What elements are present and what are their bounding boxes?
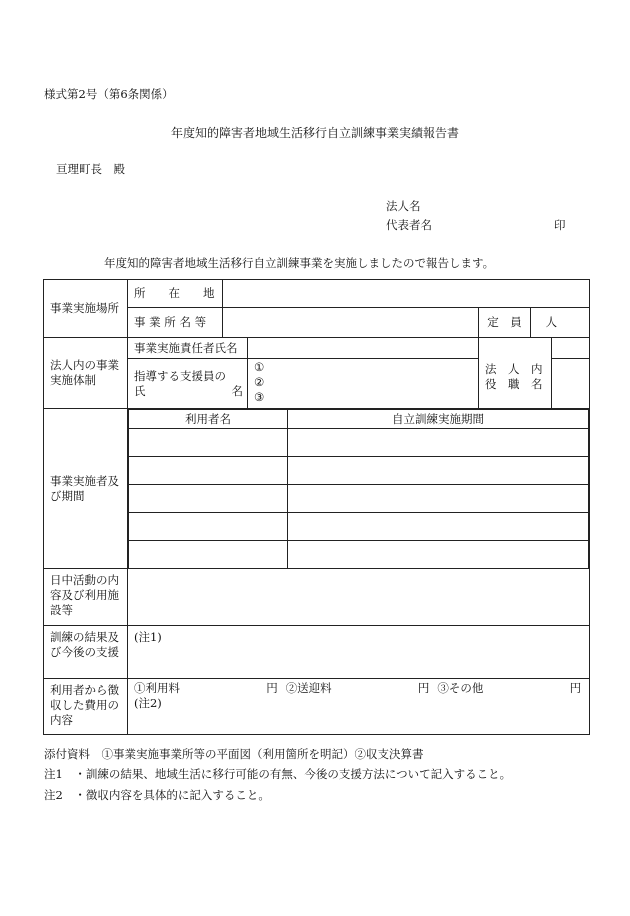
fee-other-unit: 円 [569, 681, 582, 695]
staff-label-line2a: 氏 [134, 384, 146, 398]
staff-label [128, 359, 248, 409]
post-field-top[interactable] [552, 338, 590, 359]
post-label-line1: 法 人 内 [485, 362, 543, 376]
period-cell[interactable] [288, 513, 589, 541]
note2-ref: (注2) [134, 696, 162, 710]
result-section-label: 訓練の結果及び今後の支援 [44, 626, 128, 679]
post-label-line2: 役 職 名 [485, 377, 543, 391]
addressee: 亘理町長 殿 [56, 162, 125, 176]
staff-label-line1: 指導する支援員の [134, 369, 226, 383]
note1-ref: (注1) [134, 630, 162, 644]
fee-other: ③その他 [437, 681, 484, 695]
capacity-field[interactable] [531, 308, 590, 338]
capacity-label: 定 員 [479, 308, 531, 338]
post-field[interactable] [552, 359, 590, 409]
rep-name-label: 代表者名 [386, 218, 432, 232]
user-name-cell[interactable] [129, 429, 288, 457]
staff-num-3: ③ [254, 390, 265, 404]
fee-section-label: 利用者から徴収した費用の内容 [44, 679, 128, 735]
table-row [129, 429, 589, 457]
location-field[interactable] [223, 280, 590, 308]
period-cell[interactable] [288, 457, 589, 485]
activity-section-label: 日中活動の内容及び利用施設等 [44, 569, 128, 626]
staff-num-1: ① [254, 360, 265, 374]
user-name-cell[interactable] [129, 485, 288, 513]
location-label: 所 在 地 [128, 280, 223, 308]
fee-usage: ①利用料 [134, 681, 180, 695]
capacity-unit: 人 [545, 315, 558, 329]
staff-label-line2b: 名 [231, 384, 243, 398]
user-name-header: 利用者名 [129, 410, 288, 429]
report-table [43, 279, 590, 735]
attachments: 添付資料 ①事業実施事業所等の平面図（利用箇所を明記）②収支決算書 [44, 747, 424, 761]
fee-transport: ②送迎料 [285, 681, 332, 695]
place-section-label: 事業実施場所 [44, 280, 128, 338]
user-name-cell[interactable] [129, 541, 288, 569]
user-name-cell[interactable] [129, 457, 288, 485]
period-cell[interactable] [288, 485, 589, 513]
fee-transport-unit: 円 [417, 681, 430, 695]
system-section-label: 法人内の事業実施体制 [44, 338, 128, 409]
office-name-label: 事 業 所 名 等 [128, 308, 223, 338]
office-name-field[interactable] [223, 308, 479, 338]
note1: 注1 ・訓練の結果、地域生活に移行可能の有無、今後の支援方法について記入すること。 [44, 767, 512, 781]
intro-text: 年度知的障害者地域生活移行自立訓練事業を実施しましたので報告します。 [104, 256, 495, 270]
period-section-label: 事業実施者及び期間 [44, 409, 128, 569]
period-cell[interactable] [288, 429, 589, 457]
document-title: 年度知的障害者地域生活移行自立訓練事業実績報告書 [171, 126, 460, 140]
staff-num-2: ② [254, 375, 265, 389]
user-period-table [128, 409, 589, 568]
seal-mark: 印 [554, 218, 566, 232]
period-header: 自立訓練実施期間 [288, 410, 589, 429]
user-name-cell[interactable] [129, 513, 288, 541]
manager-label: 事業実施責任者氏名 [128, 338, 248, 359]
corp-name-label: 法人名 [386, 199, 421, 213]
fee-field[interactable] [128, 679, 590, 735]
staff-names-field[interactable] [248, 359, 479, 409]
manager-field[interactable] [248, 338, 479, 359]
fee-usage-unit: 円 [266, 681, 278, 695]
form-number: 様式第2号（第6条関係） [44, 87, 174, 101]
period-grid [128, 409, 590, 569]
result-field[interactable] [128, 626, 590, 679]
table-row [129, 485, 589, 513]
table-row [129, 457, 589, 485]
period-cell[interactable] [288, 541, 589, 569]
note2: 注2 ・徴収内容を具体的に記入すること。 [44, 788, 270, 802]
post-label [479, 338, 552, 409]
table-row [129, 513, 589, 541]
table-row [129, 541, 589, 569]
activity-field[interactable] [128, 569, 590, 626]
